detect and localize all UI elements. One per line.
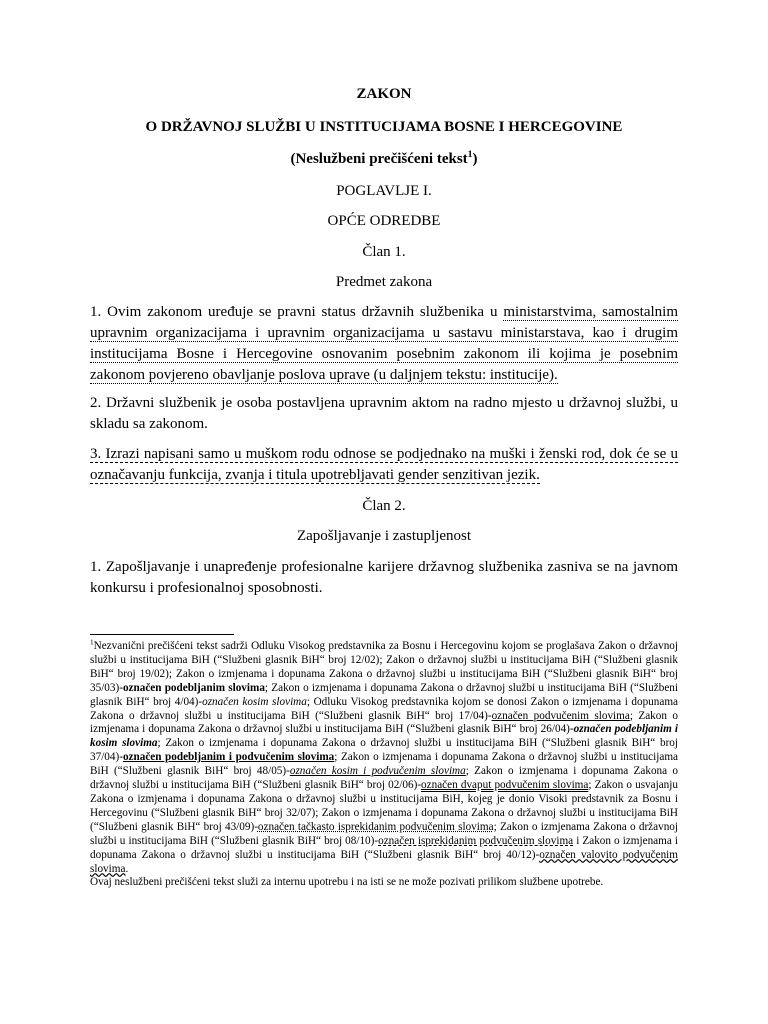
footnote-text: ; Zakon o izmjenama i dopunama Zakona o državnoj službi u institucijama BiH (“Službeni glasnik BiH“ broj 4/04)- [90, 681, 678, 708]
article-2-heading: Član 2. [362, 498, 406, 514]
footnote-text: ; Zakon o izmjenama i dopunama Zakona o državnoj službi u institucijama BiH (“Službeni glasnik BiH“ broj 37/04)- [90, 737, 679, 764]
footnote-text: ; Zakon o usvajanju Zakona o izmjenama i dopunama Zakona o državnoj službi u institucijama BiH, kojeg je donio Visoki predstavnik za Bosnu i Hercegovinu (“Službeni glasnik BiH“ broj 32/07); Zakon o izmjenama i dopunama Zakona o državnoj službi u institucijama BiH (“Službeni glasnik BiH“ broj 43/09)- [90, 779, 678, 833]
footnote-text: ; Odluku Visokog predstavnika kojom se donosi Zakon o izmjenama i dopunama Zakona o državnoj službi u institucijama BiH (“Službeni glasnik BiH“ broj 17/04)- [90, 695, 678, 722]
article-1-paragraph-3 [90, 444, 678, 486]
footnote-marker-wavy-underline: označen valovito podvučenim slovima [90, 848, 678, 875]
amended-text: 3. Izrazi napisani samo u muškom rodu odnose se podjednako na muški i ženski rod, dok će se u označavanju funkcija, zvanja i titula upotrebljavati gender senzitivan jezik. [90, 446, 678, 483]
footnote-separator [90, 634, 234, 635]
footnote-marker-double-underline: označen dvaput podvučenim slovima [421, 779, 589, 792]
footnote-text: ; Zakon o izmjenama i dopunama Zakona o državnoj službi u institucijama BiH (“Službeni glasnik BiH“ broj 02/06)- [90, 765, 678, 792]
footnote-text: ; Zakon o izmjenama i dopunama Zakona o državnoj službi u institucijama BiH (“Službeni glasnik BiH“ broj 48/05)- [90, 751, 678, 778]
footnote-marker-italic-underline: označen kosim i podvučenim slovima [289, 765, 466, 778]
footnote-marker-bold: označen podebljanim slovima [122, 681, 265, 694]
article-1-heading: Član 1. [362, 244, 406, 260]
footnote-closing-note: Ovaj neslužbeni prečišćeni tekst služi za internu upotrebu i na isti se ne može pozivati prilikom službene upotrebe. [90, 876, 604, 889]
law-title: ZAKON [356, 86, 412, 102]
article-1-paragraph-2: 2. Državni službenik je osoba postavljena upravnim aktom na radno mjesto u državnoj službi, u skladu sa zakonom. [90, 395, 678, 432]
footnote-marker-bold-italic: označen podebljanim i kosim slovima [90, 723, 678, 750]
footnote-marker-dashed-underline: označen isprekidanim podvučenim slovima [378, 834, 574, 847]
footnote-text: i Zakon o izmjenama i dopunama Zakona o državnoj službi u institucijama BiH (“Službeni glasnik BiH“ broj 40/12)- [90, 834, 678, 861]
unofficial-text-note [90, 150, 678, 168]
article-2-paragraph-1: 1. Zapošljavanje i unapređenje profesionalne karijere državnog službenika zasniva se na javnom konkursu i profesionalnoj sposobnosti. [90, 559, 678, 596]
unofficial-close: ) [472, 151, 478, 167]
footnote-1 [90, 640, 678, 890]
unofficial-label: (Neslužbeni prečišćeni tekst [290, 151, 468, 167]
footnote-marker-bold-underline: označen podebljanim i podvučenim slovima [122, 751, 335, 764]
footnote-text: . [125, 862, 129, 875]
footnote-text: ; Zakon o izmjenama i dopunama Zakona o državnoj službi u institucijama BiH (“Službeni glasnik BiH“ broj 26/04)- [90, 709, 678, 736]
footnote-marker-italic: označen kosim slovima [202, 695, 307, 708]
article-2-subject: Zapošljavanje i zastupljenost [296, 528, 472, 544]
chapter-title: OPĆE ODREDBE [327, 213, 441, 229]
amended-text: ministarstvima, samostalnim upravnim organizacijama i upravnim organizacijama u sastavu ministarstava, kao i drugim institucijama Bosne i Hercegovine osnovanim posebnim zakonom ili kojima je posebnim zakonom povjereno obavljanje poslova uprave (u daljnjem tekstu: institucije). [90, 304, 678, 383]
footnote-marker-dotted-underline: označen tačkasto isprekidanim podvučenim slovima [257, 820, 494, 833]
law-subtitle: O DRŽAVNOJ SLUŽBI U INSTITUCIJAMA BOSNE I HERCEGOVINE [145, 119, 623, 135]
footnote-text: ; Zakon o izmjenama Zakona o državnoj službi u institucijama BiH (“Službeni glasnik BiH“ broj 08/10)- [90, 820, 678, 847]
article-1-subject: Predmet zakona [335, 274, 433, 290]
footnote-marker-underline: označen podvučenim slovima [491, 709, 630, 722]
article-1-paragraph-1 [90, 302, 678, 386]
footnote-mark: 1 [90, 638, 94, 647]
footnote-ref[interactable]: 1 [467, 149, 473, 160]
footnote-text: Nezvanični prečišćeni tekst sadrži Odluku Visokog predstavnika za Bosnu i Hercegovinu kojom se proglašava Zakon o državnoj službi u institucijama BiH (“Službeni glasnik BiH“ broj 12/02); Zakon o državnoj službi u institucijama BiH (“Službeni glasnik BiH“ broj 19/02); Zakon o izmjenama i dopunama Zakona o državnoj službi u institucijama BiH (“Službeni glasnik BiH“ broj 35/03)- [90, 640, 678, 694]
chapter-number: POGLAVLJE I. [336, 183, 432, 199]
paragraph-text: 1. Ovim zakonom uređuje se pravni status državnih službenika u [90, 304, 504, 320]
